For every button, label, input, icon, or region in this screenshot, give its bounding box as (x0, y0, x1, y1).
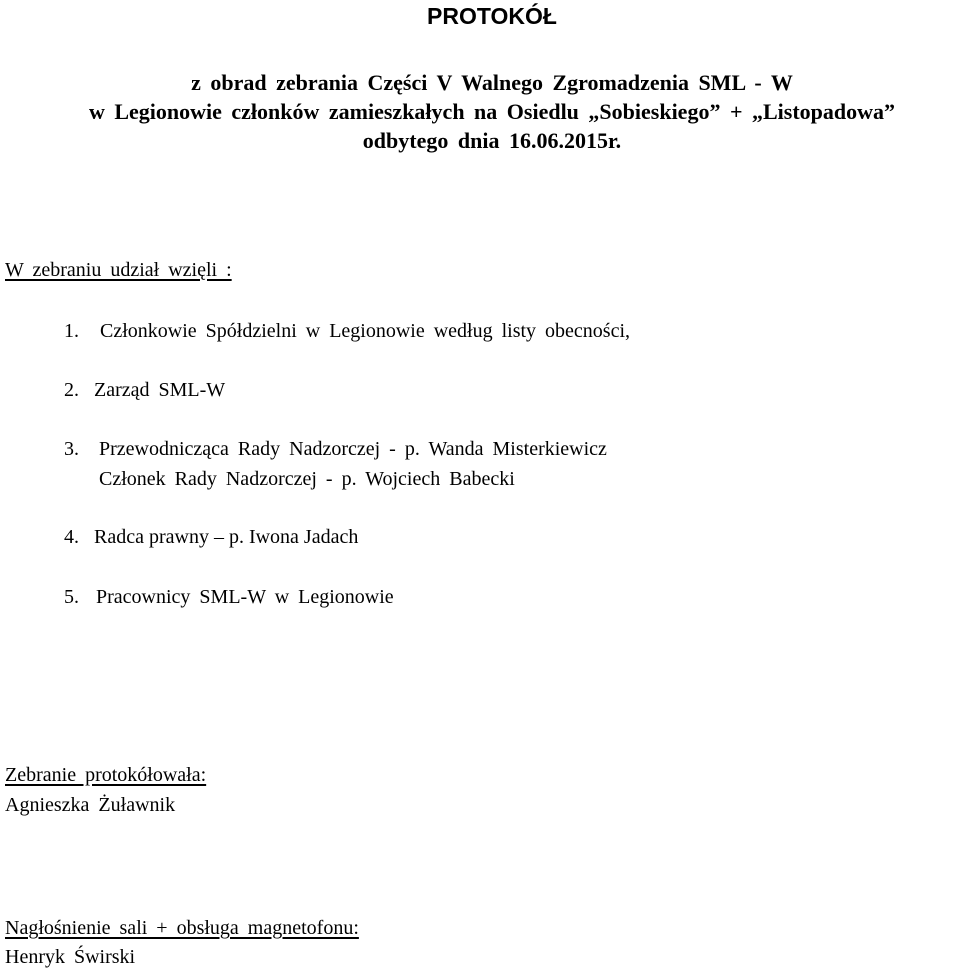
minutes-recorder-name: Agnieszka Żuławnik (5, 794, 176, 816)
document-title: PROTOKÓŁ (427, 3, 557, 29)
participant-item-5 (64, 585, 394, 609)
item-text: Zarząd SML-W (94, 379, 226, 401)
sound-heading: Nagłośnienie sali + obsługa magnetofonu: (5, 917, 359, 939)
item-text: Członkowie Spółdzielni w Legionowie według listy obecności, (100, 320, 631, 342)
item-text: Radca prawny – p. Iwona Jadach (94, 526, 359, 548)
subtitle-line-1: z obrad zebrania Części V Walnego Zgromadzenia SML - W (191, 70, 793, 95)
participant-item-3-line-2: Członek Rady Nadzorczej - p. Wojciech Babecki (99, 468, 515, 490)
participant-item-2 (64, 378, 225, 402)
item-number: 5. (64, 586, 79, 608)
item-number: 4. (64, 526, 79, 548)
minutes-heading: Zebranie protokółowała: (5, 764, 207, 786)
item-number: 2. (64, 379, 79, 401)
participant-item-3 (64, 437, 607, 461)
item-text: Przewodnicząca Rady Nadzorczej - p. Wanda Misterkiewicz (99, 438, 607, 460)
item-text: Pracownicy SML-W w Legionowie (96, 586, 394, 608)
participant-item-1 (64, 319, 630, 343)
item-number: 3. (64, 438, 79, 460)
item-number: 1. (64, 320, 79, 342)
participants-heading: W zebraniu udział wzięli : (5, 259, 232, 281)
subtitle-line-2: w Legionowie członków zamieszkałych na Osiedlu „Sobieskiego” + „Listopadowa” (88, 99, 896, 124)
subtitle-line-3: odbytego dnia 16.06.2015r. (362, 128, 622, 153)
participant-item-4 (64, 525, 358, 549)
sound-operator-name: Henryk Świrski (5, 946, 136, 968)
